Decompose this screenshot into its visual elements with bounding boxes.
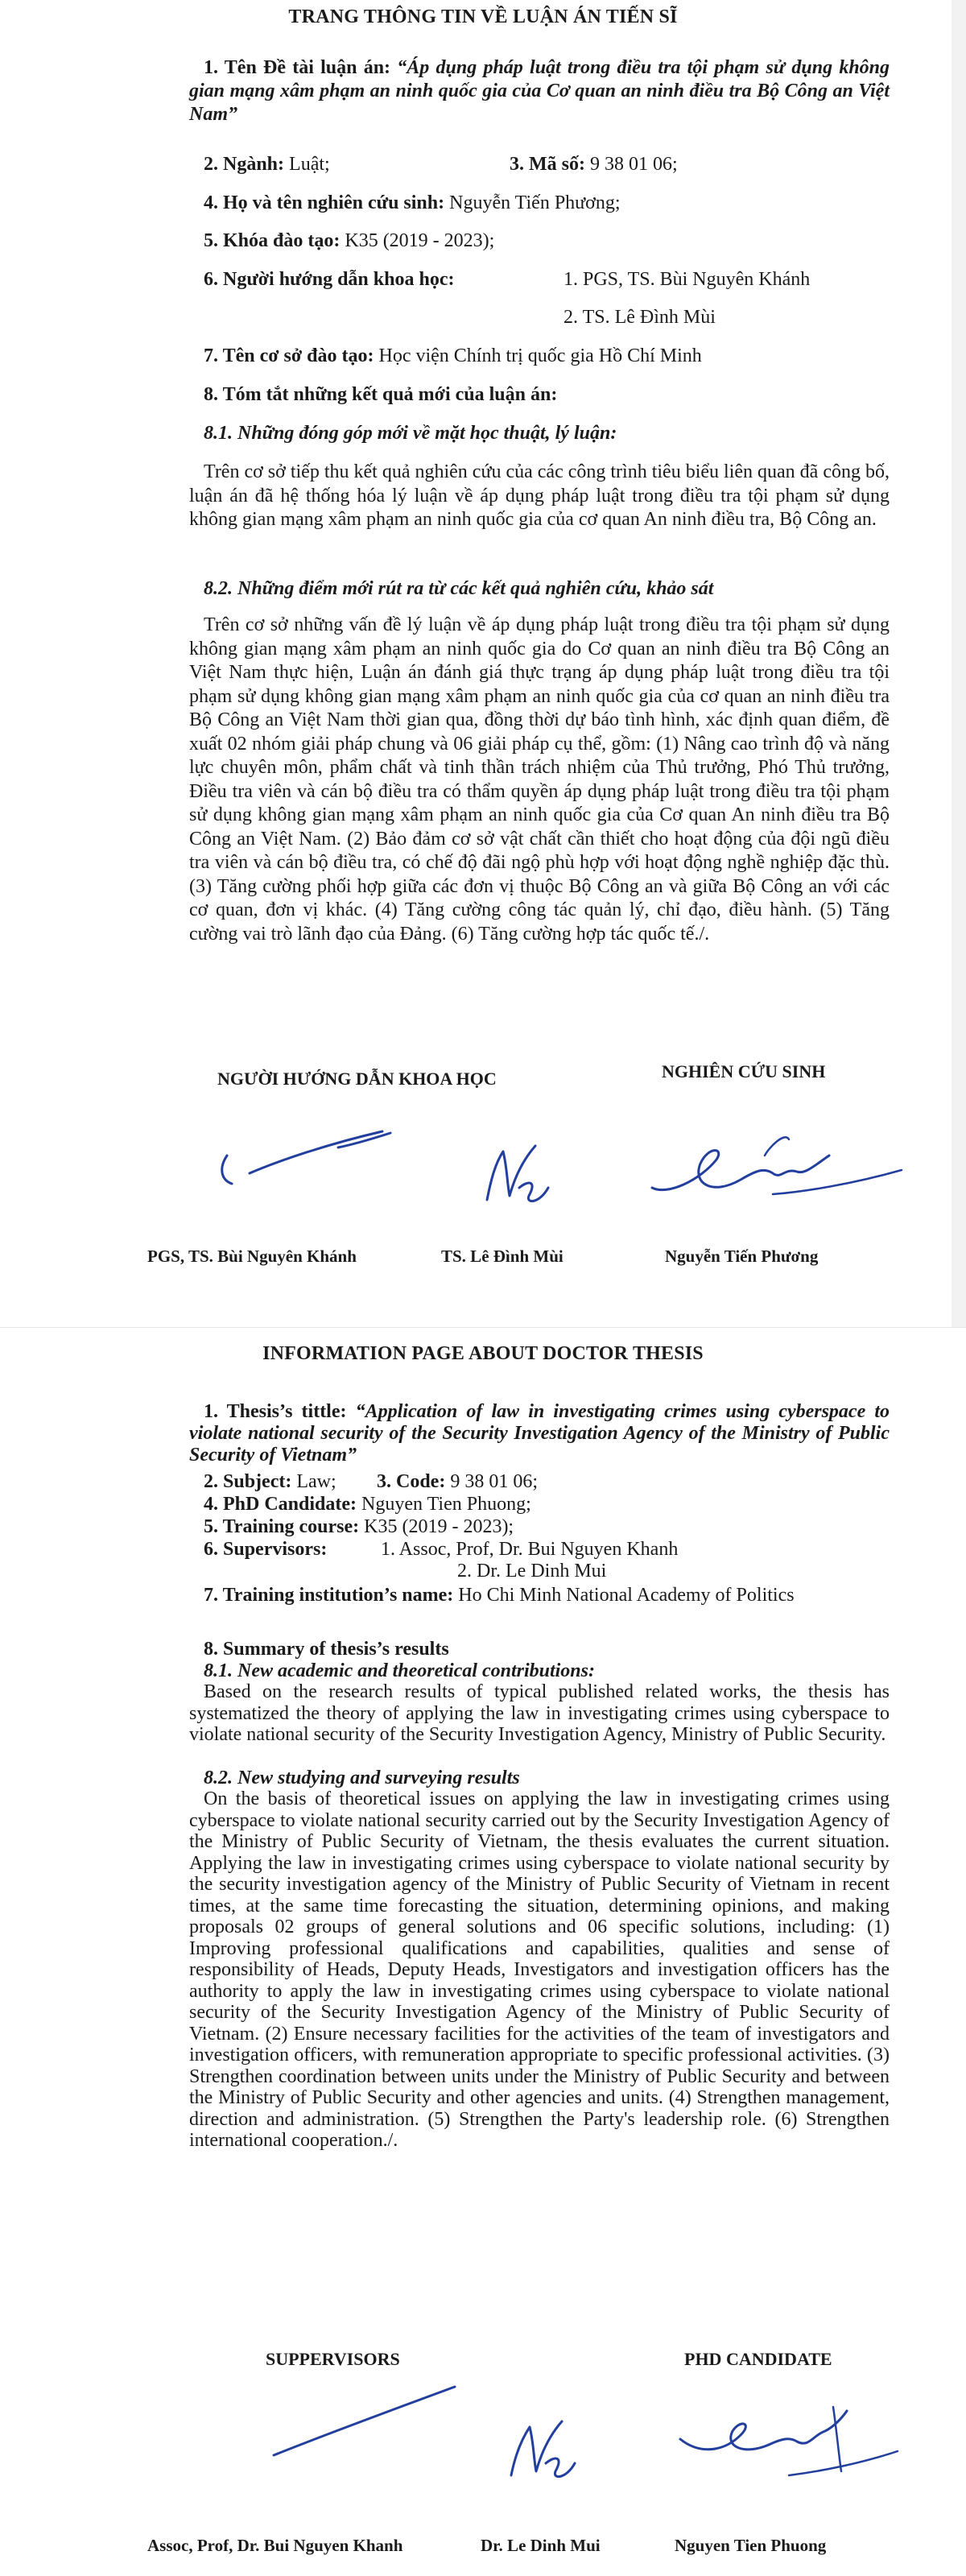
course-label-en: 5. Training course: xyxy=(204,1516,360,1537)
code-label: 3. Mã số: xyxy=(510,154,585,175)
thesis-title-label: 1. Tên Đề tài luận án: xyxy=(204,57,391,78)
student-signature xyxy=(644,1123,918,1220)
supervisor-1-signature-en xyxy=(258,2379,467,2467)
institution-value-en: Ho Chi Minh National Academy of Politics xyxy=(458,1585,795,1606)
supervisors-row xyxy=(204,1538,327,1561)
supervisor-2-signature-en xyxy=(499,2399,588,2487)
candidate-row xyxy=(204,1493,531,1516)
supervisors-signature-heading: SUPPERVISORS xyxy=(266,2349,400,2369)
section-8-2-heading: 8.2. Những điểm mới rút ra từ các kết quả nghiên cứu, khảo sát xyxy=(204,578,714,599)
code-value-en: 9 38 01 06; xyxy=(450,1471,538,1492)
section-8-2-heading-en: 8.2. New studying and surveying results xyxy=(204,1768,520,1788)
supervisor-1-name-en: Assoc, Prof, Dr. Bui Nguyen Khanh xyxy=(147,2536,403,2555)
student-row xyxy=(204,192,621,215)
english-info-page xyxy=(0,1327,966,2576)
section-8-1-heading: 8.1. Những đóng góp mới về mặt học thuật, lý luận: xyxy=(204,423,617,444)
summary-label: 8. Tóm tắt những kết quả mới của luận án: xyxy=(204,384,558,405)
supervisor-label: 6. Người hướng dẫn khoa học: xyxy=(204,269,455,290)
course-value-en: K35 (2019 - 2023); xyxy=(364,1516,514,1537)
course-row xyxy=(204,229,494,253)
supervisors-label: 6. Supervisors: xyxy=(204,1539,328,1560)
supervisor-1: 1. PGS, TS. Bùi Nguyên Khánh xyxy=(564,269,811,290)
supervisor-row xyxy=(204,268,454,292)
institution-row xyxy=(204,345,702,368)
student-value: Nguyễn Tiến Phương; xyxy=(449,192,621,213)
supervisor-1-signature xyxy=(217,1123,411,1196)
thesis-title-text: “Áp dụng pháp luật trong điều tra tội phạm sử dụng không gian mạng xâm phạm an ninh quốc gia của Cơ quan an ninh điều tra Bộ Công an Việt Nam” xyxy=(189,57,890,125)
page-title: TRANG THÔNG TIN VỀ LUẬN ÁN TIẾN SĨ xyxy=(288,6,678,27)
student-signature-heading: NGHIÊN CỨU SINH xyxy=(662,1061,826,1081)
thesis-title-block xyxy=(189,56,890,126)
major-label: 2. Ngành: xyxy=(204,154,285,175)
subject-label: 2. Subject: xyxy=(204,1471,292,1492)
subject-row xyxy=(204,1470,336,1494)
supervisor-2-name-en: Dr. Le Dinh Mui xyxy=(481,2536,601,2555)
section-8-1-text-en: Based on the research results of typical published related works, the thesis has systematized the theory of applying the law in investigating crimes using cyberspace to violate national security of the Security Investigation Agency, Ministry of Public Security. xyxy=(189,1681,890,1745)
supervisor-2: 2. TS. Lê Đình Mùi xyxy=(564,307,716,328)
summary-label-en: 8. Summary of thesis’s results xyxy=(204,1639,449,1660)
supervisor-1-name: PGS, TS. Bùi Nguyên Khánh xyxy=(147,1247,357,1266)
course-value: K35 (2019 - 2023); xyxy=(345,230,495,251)
page-edge xyxy=(952,0,966,1327)
supervisor-2-en: 2. Dr. Le Dinh Mui xyxy=(457,1561,607,1582)
student-name: Nguyễn Tiến Phương xyxy=(665,1247,819,1266)
supervisor-1-en: 1. Assoc, Prof, Dr. Bui Nguyen Khanh xyxy=(381,1539,679,1560)
thesis-title-block-en xyxy=(189,1401,890,1466)
supervisor-signature-heading: NGƯỜI HƯỚNG DẪN KHOA HỌC xyxy=(217,1069,497,1089)
supervisor-2-signature xyxy=(471,1123,568,1212)
institution-label: 7. Tên cơ sở đào tạo: xyxy=(204,345,374,366)
candidate-name: Nguyen Tien Phuong xyxy=(675,2536,827,2555)
code-row-en xyxy=(377,1470,538,1494)
summary-heading-en xyxy=(204,1638,449,1661)
section-8-2-text: Trên cơ sở những vấn đề lý luận về áp dụng pháp luật trong điều tra tội phạm sử dụng không gian mạng xâm phạm an ninh quốc gia do Cơ quan an ninh điều tra Bộ Công an Việt Nam thực hiện, Luận án đánh giá thực trạng áp dụng pháp luật trong điều tra tội phạm sử dụng không gian mạng xâm phạm an ninh quốc gia của cơ quan an ninh điều tra Bộ Công an Việt Nam thời gian qua, đồng thời dự báo tình hình, xác định quan điểm, đề xuất 02 nhóm giải pháp chung và 06 giải pháp cụ thể, gồm: (1) Nâng cao trình độ và năng lực chuyên môn, phẩm chất và tinh thần trách nhiệm của Thủ trưởng, Phó Thủ trưởng, Điều tra viên và cán bộ điều tra có thẩm quyền áp dụng pháp luật trong điều tra tội phạm sử dụng không gian mạng xâm phạm an ninh quốc gia của Cơ quan An ninh điều tra Bộ Công an Việt Nam. (2) Bảo đảm cơ sở vật chất cần thiết cho hoạt động của đội ngũ điều tra viên và cán bộ điều tra, có chế độ đãi ngộ phù hợp với hoạt động nghề nghiệp đặc thù. (3) Tăng cường phối hợp giữa các đơn vị thuộc Bộ Công an và giữa Bộ Công an với các cơ quan, đơn vị khác. (4) Tăng cường công tác quản lý, chỉ đạo, điều hành. (5) Tăng cường vai trò lãnh đạo của Đảng. (6) Tăng cường hợp tác quốc tế./. xyxy=(189,614,890,945)
page-title-en: INFORMATION PAGE ABOUT DOCTOR THESIS xyxy=(262,1343,704,1364)
course-label: 5. Khóa đào tạo: xyxy=(204,230,341,251)
major-value: Luật; xyxy=(289,154,330,175)
section-8-1-text: Trên cơ sở tiếp thu kết quả nghiên cứu của các công trình tiêu biểu liên quan đã công bố, luận án đã hệ thống hóa lý luận về áp dụng pháp luật trong điều tra tội phạm sử dụng không gian mạng xâm phạm an ninh quốc gia của cơ quan An ninh điều tra, Bộ Công an. xyxy=(189,461,890,530)
section-8-2-text-en: On the basis of theoretical issues on applying the law in investigating crimes using cyberspace to violate national security carried out by the Security Investigation Agency of the Ministry of Public Security of Vietnam, the thesis evaluates the current situation. Applying the law in investigating crimes using cyberspace to violate national security by the security investigation agency of the Ministry of Public Security of Vietnam in recent times, at the same time forecasting the situation, determining opinions, and making proposals 02 groups of general solutions and 06 specific solutions, including: (1) Improving professional qualifications and capabilities, qualities and sense of responsibility of Heads, Deputy Heads, Investigators and investigation officers has the authority to apply the law in investigating crimes using cyberspace to violate national security of the Security Investigation Agency of the Ministry of Public Security of Vietnam. (2) Ensure necessary facilities for the activities of the team of investigators and investigation officers, with remuneration appropriate to specific professional activities. (3) Strengthen coordination between units under the Ministry of Public Security and between the Ministry of Public Security and other agencies and units. (4) Strengthen management, direction and administration. (5) Strengthen the Party's leadership role. (6) Strengthen international cooperation./. xyxy=(189,1788,890,2151)
institution-row-en xyxy=(189,1584,890,1606)
candidate-value: Nguyen Tien Phuong; xyxy=(361,1494,531,1515)
thesis-title-label-en: 1. Thesis’s tittle: xyxy=(204,1401,347,1422)
thesis-title-text-en: “Application of law in investigating crimes using cyberspace to violate national security of the Security Investigation Agency of the Ministry of Public Security of Vietnam” xyxy=(189,1401,890,1466)
supervisor-2-name: TS. Lê Đình Mùi xyxy=(441,1247,564,1266)
student-label: 4. Họ và tên nghiên cứu sinh: xyxy=(204,192,445,213)
course-row-en xyxy=(204,1515,514,1539)
code-row xyxy=(510,153,678,176)
institution-label-en: 7. Training institution’s name: xyxy=(204,1585,454,1606)
candidate-signature-heading: PHD CANDIDATE xyxy=(684,2349,832,2369)
candidate-signature xyxy=(668,2395,910,2483)
code-value: 9 38 01 06; xyxy=(589,154,678,175)
institution-value: Học viện Chính trị quốc gia Hồ Chí Minh xyxy=(378,345,702,366)
summary-heading xyxy=(204,383,557,407)
section-8-1-heading-en: 8.1. New academic and theoretical contributions: xyxy=(204,1660,595,1681)
major-row xyxy=(204,153,330,176)
code-label-en: 3. Code: xyxy=(377,1471,446,1492)
subject-value: Law; xyxy=(296,1471,336,1492)
candidate-label: 4. PhD Candidate: xyxy=(204,1494,357,1515)
